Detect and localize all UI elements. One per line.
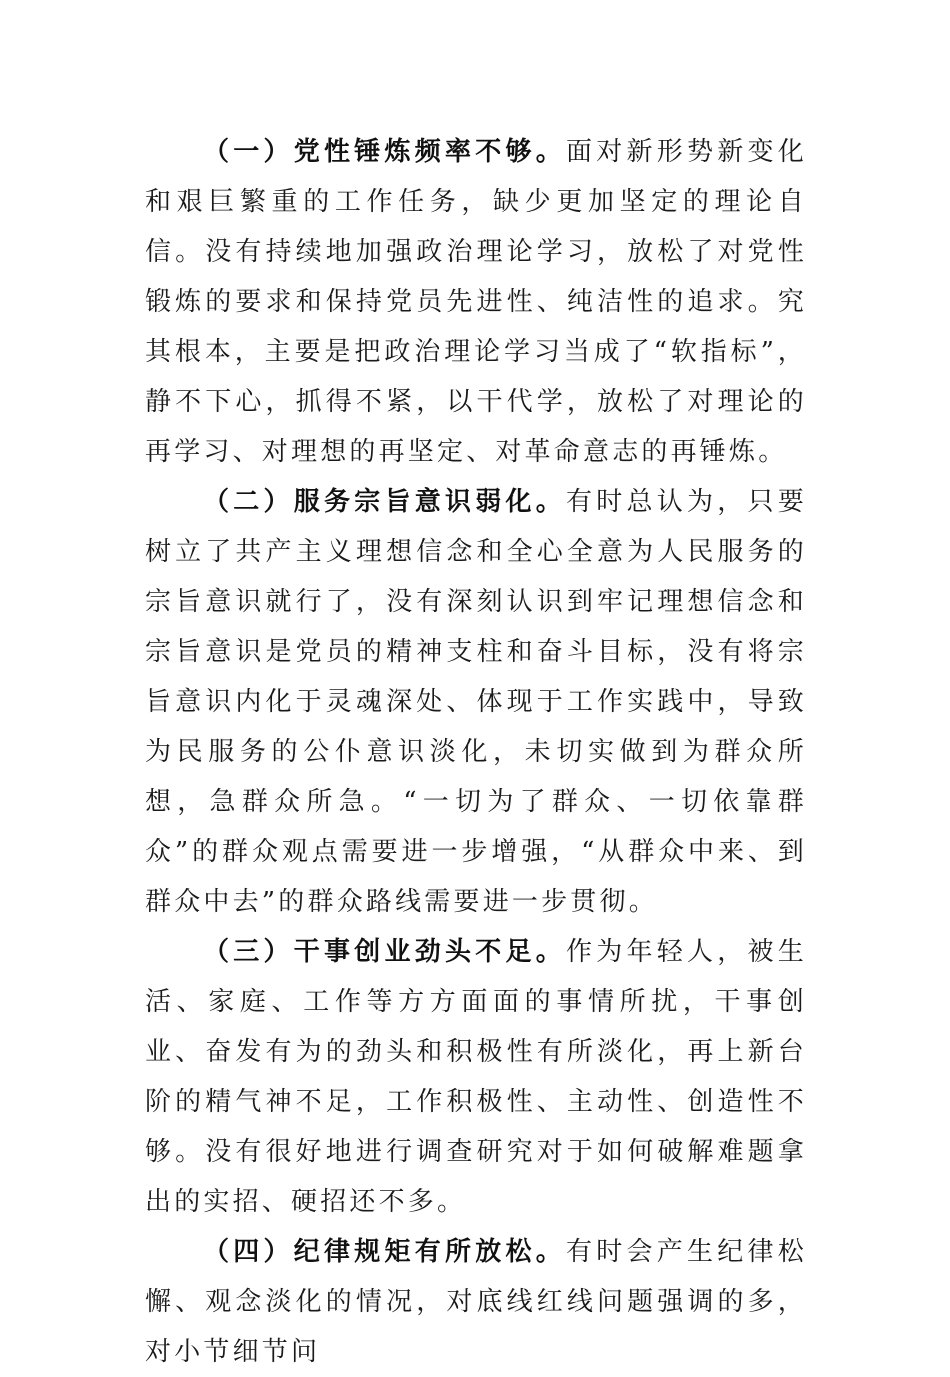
paragraph-4-heading: （四）纪律规矩有所放松。 xyxy=(203,1237,567,1267)
paragraph-1-heading: （一）党性锤炼频率不够。 xyxy=(203,137,567,167)
paragraph-4-text: 有时会产生纪律松懈、观念淡化的情况，对底线红线问题强调的多，对小节细节问 xyxy=(145,1237,807,1367)
paragraph-1-text: 面对新形势新变化和艰巨繁重的工作任务，缺少更加坚定的理论自信。没有持续地加强政治理论学习，放松了对党性锻炼的要求和保持党员先进性、纯洁性的追求。究其根本，主要是把政治理论学习当成了“软指标”，静不下心，抓得不紧，以干代学，放松了对理论的再学习、对理想的再坚定、对革命意志的再锤炼。 xyxy=(145,137,807,467)
document-body xyxy=(145,127,807,1377)
paragraph-2-heading: （二）服务宗旨意识弱化。 xyxy=(203,487,567,517)
paragraph-4 xyxy=(145,1227,807,1377)
paragraph-3-heading: （三）干事创业劲头不足。 xyxy=(203,937,567,967)
paragraph-2 xyxy=(145,477,807,927)
paragraph-1 xyxy=(145,127,807,477)
paragraph-3 xyxy=(145,927,807,1227)
paragraph-2-text: 有时总认为，只要树立了共产主义理想信念和全心全意为人民服务的宗旨意识就行了，没有深刻认识到牢记理想信念和宗旨意识是党员的精神支柱和奋斗目标，没有将宗旨意识内化于灵魂深处、体现于工作实践中，导致为民服务的公仆意识淡化，未切实做到为群众所想，急群众所急。“一切为了群众、一切依靠群众”的群众观点需要进一步增强，“从群众中来、到群众中去”的群众路线需要进一步贯彻。 xyxy=(145,487,807,917)
paragraph-3-text: 作为年轻人，被生活、家庭、工作等方方面面的事情所扰，干事创业、奋发有为的劲头和积极性有所淡化，再上新台阶的精气神不足，工作积极性、主动性、创造性不够。没有很好地进行调查研究对于如何破解难题拿出的实招、硬招还不多。 xyxy=(145,937,807,1217)
